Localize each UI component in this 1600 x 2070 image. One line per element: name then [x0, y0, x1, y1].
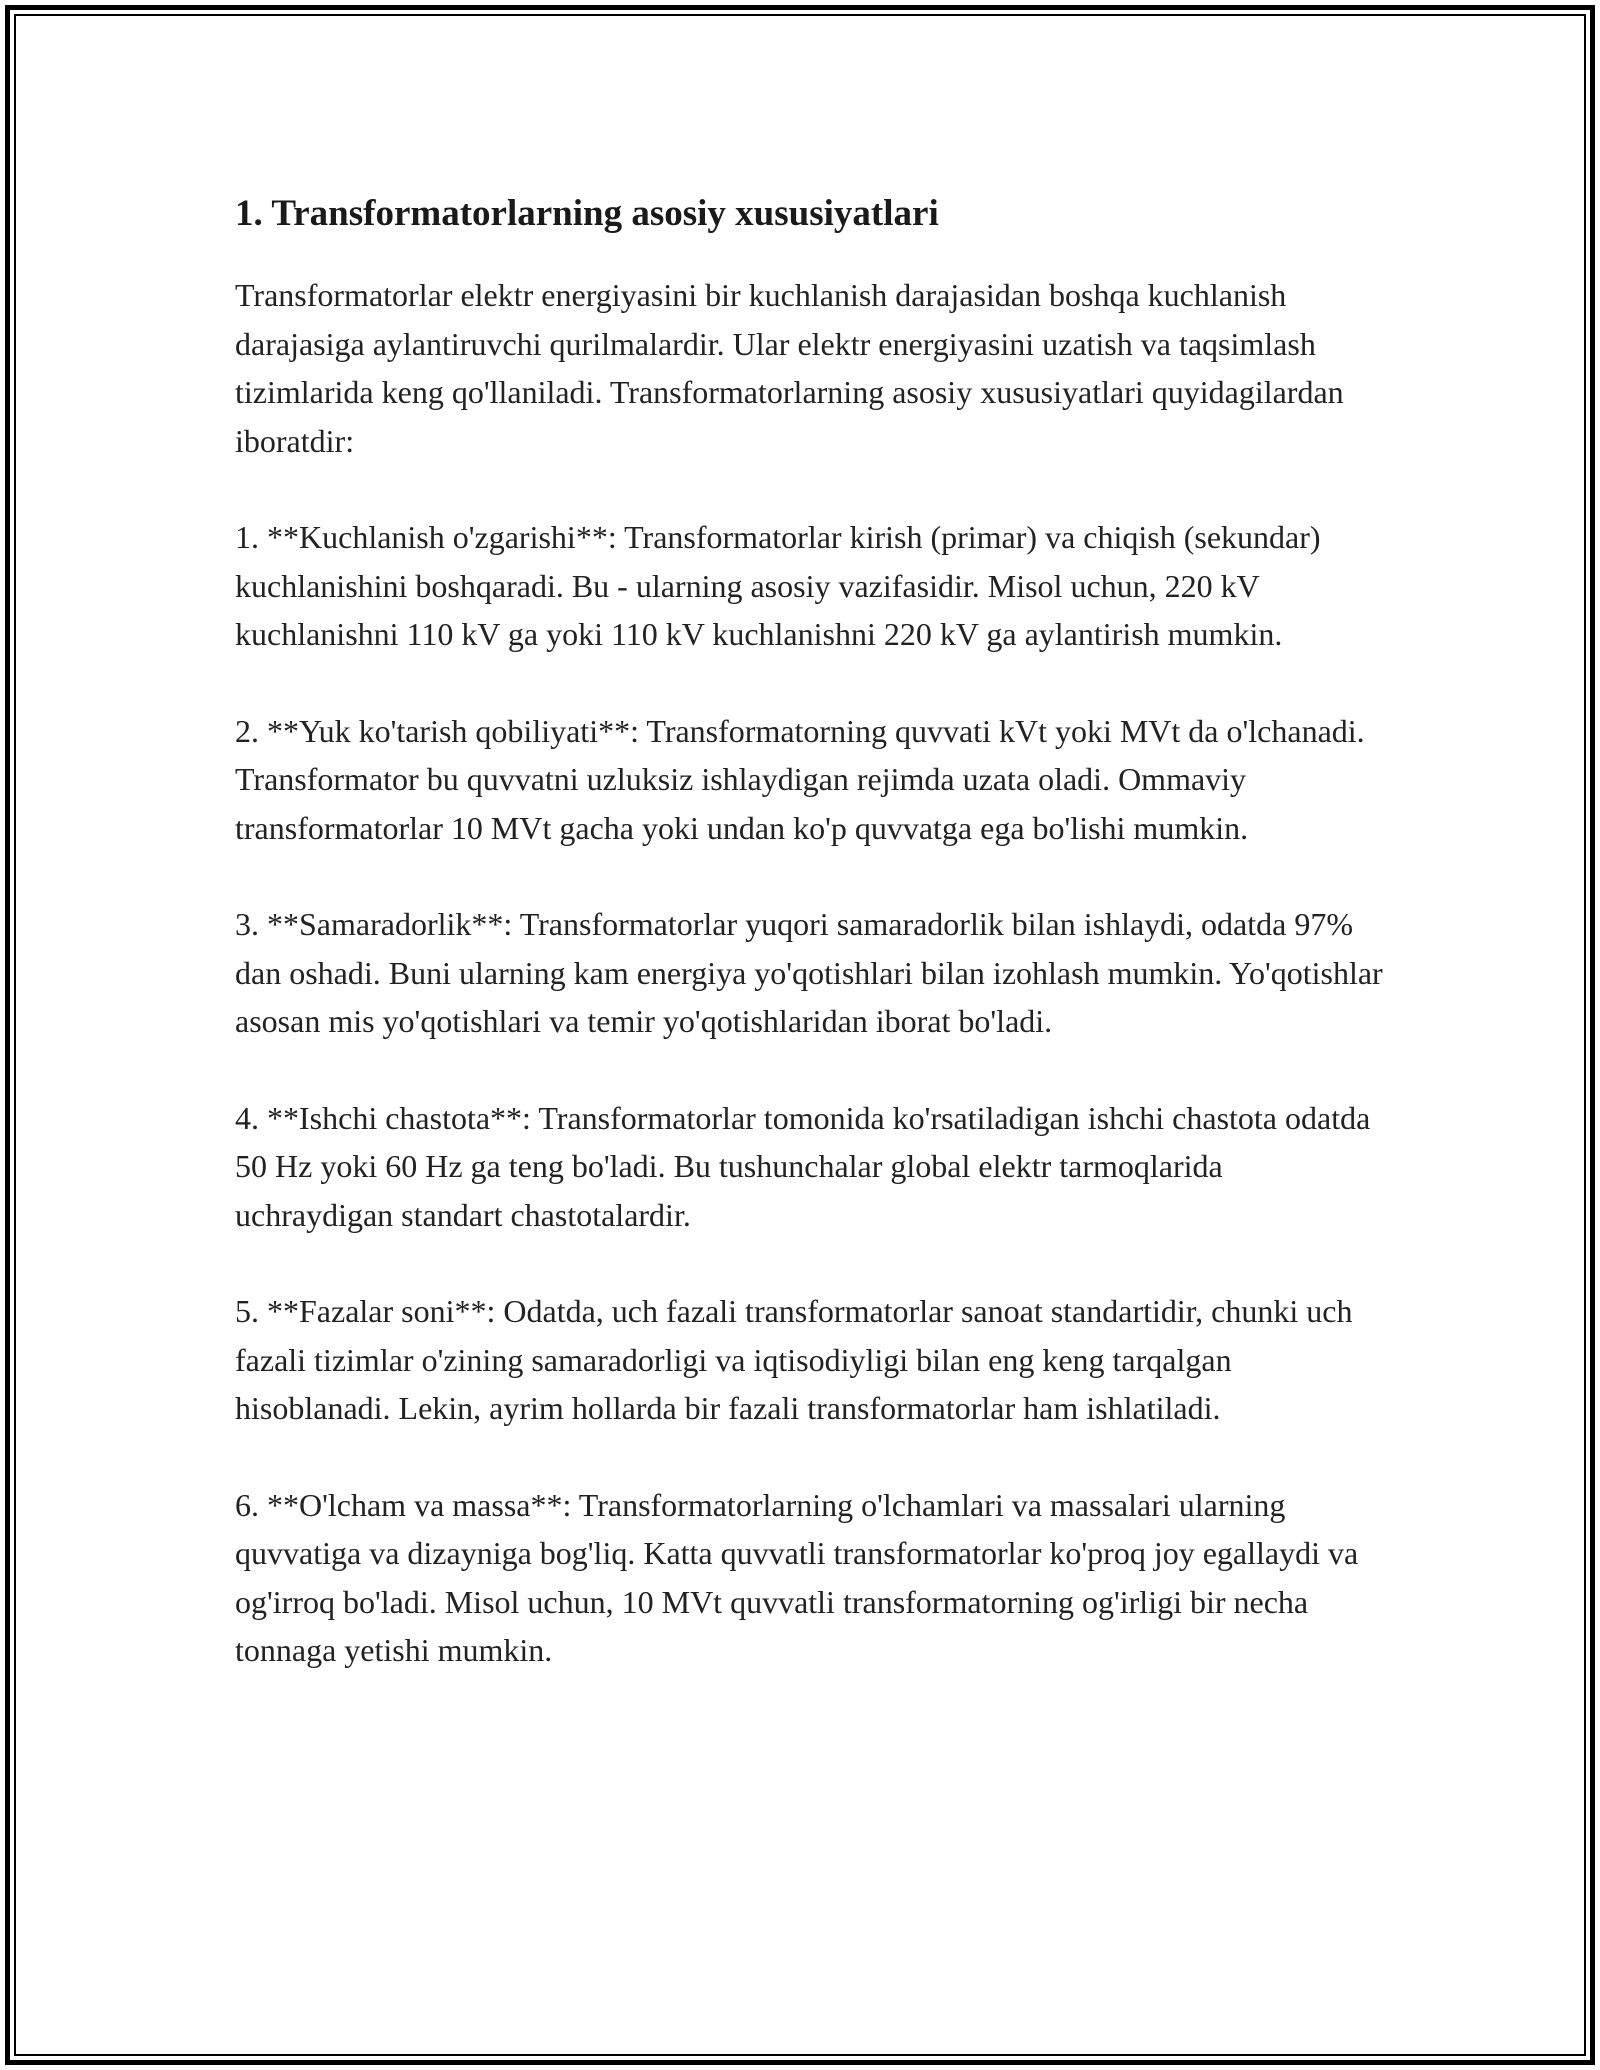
paragraph-size-mass: 6. **O'lcham va massa**: Transformatorlarning o'lchamlari va massalari ularning quvvatiga va dizayniga bog'liq. Katta quvvatli transformatorlar ko'proq joy egallaydi va og'irroq bo'ladi. Misol uchun, 10 MVt quvvatli transformatorning og'irligi bir necha tonnaga yetishi mumkin. [235, 1486, 1359, 1668]
paragraph-voltage-change: 1. **Kuchlanish o'zgarishi**: Transformatorlar kirish (primar) va chiqish (sekundar) kuchlanishini boshqaradi. Bu - ularning asosiy vazifasidir. Misol uchun, 220 kV kuchlanishni 110 kV ga yoki 110 kV kuchlanishni 220 kV ga aylantirish mumkin. [235, 519, 1321, 652]
page-title: 1. Transformatorlarning asosiy xususiyatlari [235, 193, 939, 234]
paragraph-frequency: 4. **Ishchi chastota**: Transformatorlar tomonida ko'rsatiladigan ishchi chastota odatda 50 Hz yoki 60 Hz ga teng bo'ladi. Bu tushunchalar global elektr tarmoqlarida uchraydigan standart chastotalardir. [235, 1099, 1371, 1233]
paragraph-efficiency: 3. **Samaradorlik**: Transformatorlar yuqori samaradorlik bilan ishlaydi, odatda 97% dan oshadi. Buni ularning kam energiya yo'qotishlari bilan izohlash mumkin. Yo'qotishlar asosan mis yo'qotishlari va temir yo'qotishlaridan iborat bo'ladi. [235, 906, 1383, 1039]
paragraph-phases: 5. **Fazalar soni**: Odatda, uch fazali transformatorlar sanoat standartidir, chunki uch fazali tizimlar o'zining samaradorligi va iqtisodiyligi bilan eng keng tarqalgan hisoblanadi. Lekin, ayrim hollarda bir fazali transformatorlar ham ishlatiladi. [235, 1293, 1353, 1426]
document-body [235, 185, 1385, 1723]
intro-paragraph: Transformatorlar elektr energiyasini bir kuchlanish darajasidan boshqa kuchlanish darajasiga aylantiruvchi qurilmalardir. Ular elektr energiyasini uzatish va taqsimlash tizimlarida keng qo'llaniladi. Transformatorlarning asosiy xususiyatlari quyidagilardan iboratdir: [235, 277, 1344, 459]
paragraph-load-capacity: 2. **Yuk ko'tarish qobiliyati**: Transformatorning quvvati kVt yoki MVt da o'lchanadi. Transformator bu quvvatni uzluksiz ishlaydigan rejimda uzata oladi. Ommaviy transformatorlar 10 MVt gacha yoki undan ko'p quvvatga ega bo'lishi mumkin. [235, 712, 1365, 846]
